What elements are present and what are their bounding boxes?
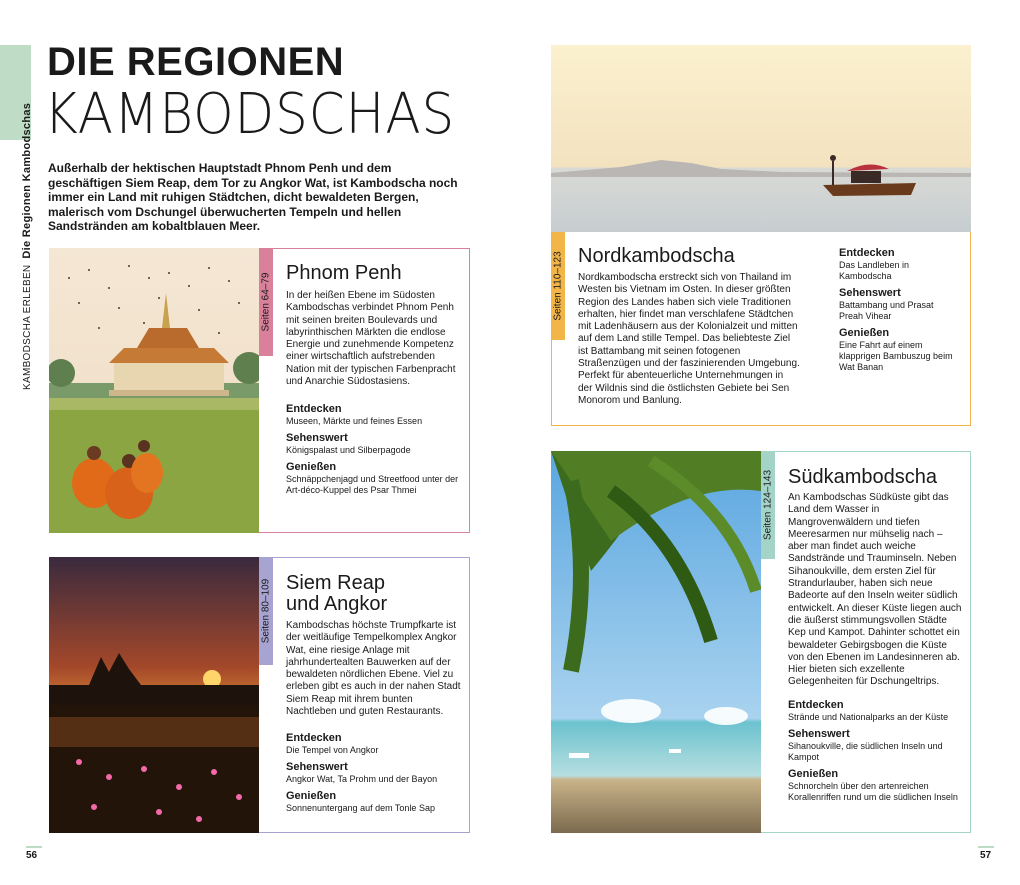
siem-reap-heading-line1: Siem Reap	[286, 572, 385, 594]
phnom-penh-page-band	[259, 248, 273, 356]
nordkambodscha-pages: Seiten 110–123	[552, 251, 564, 321]
siem-reap-fact3-label: Genießen	[286, 790, 337, 802]
page-title-line1: DIE REGIONEN	[47, 40, 345, 84]
page-number-rule-right	[978, 846, 994, 848]
region-card-siem-reap	[49, 557, 470, 833]
siem-reap-fact1-value: Die Tempel von Angkor	[286, 745, 379, 755]
page-number-rule-left	[26, 846, 42, 848]
suedkambodscha-fact1-label: Entdecken	[788, 699, 844, 711]
phnom-penh-facts	[286, 403, 466, 496]
siem-reap-fact3-value: Sonnenuntergang auf dem Tonle Sap	[286, 803, 435, 813]
nordkambodscha-fact3-value: Eine Fahrt auf einem klapprigen Bambuszug beim Wat Banan	[839, 340, 953, 372]
siem-reap-photo	[49, 557, 259, 833]
suedkambodscha-text: An Kambodschas Südküste gibt das Land dem Wasser in Mangrovenwäldern und tiefen Meeresarmen nur mühselig nach – aber man findet auch weiche Sandstrände und Trauminseln. Neben Sihanoukville, dem ersten Ziel für Strandurlauber, haben sich neue Badeorte auf den Inseln weiter südlich entwickelt. An dieser Küste liegen auch die äußerst stimmungsvollen Städte Kep und Kampot. Dahinter schottet ein bewaldeter Gebirgsbogen die Küste von den Ebenen im Landesinneren ab. Hier bieten sich exzellente Gelegenheiten für Dschungeltrips.	[788, 492, 962, 688]
phnom-penh-fact2-label: Sehenswert	[286, 432, 348, 444]
phnom-penh-fact1-label: Entdecken	[286, 403, 342, 415]
nordkambodscha-fact1-label: Entdecken	[839, 247, 895, 259]
siem-reap-heading-line2: und Angkor	[286, 593, 388, 615]
siem-reap-fact2-label: Sehenswert	[286, 761, 348, 773]
page-title-line2: KAMBODSCHAS	[44, 82, 456, 147]
suedkambodscha-page-band	[761, 451, 775, 559]
phnom-penh-heading: Phnom Penh	[286, 262, 402, 284]
running-head-chapter: Die Regionen Kambodschas	[21, 102, 33, 259]
phnom-penh-text: In der heißen Ebene im Südosten Kambodschas verbindet Phnom Penh mit seinen breiten Boulevards und labyrinthischen Märkten die endlose Energie und zunehmende Kompetenz einer wirtschaftlich aufstrebenden Nation mit der typischen Farbenpracht und Anarchie Südostasiens.	[286, 290, 456, 388]
suedkambodscha-fact3-label: Genießen	[788, 768, 839, 780]
nordkambodscha-text: Nordkambodscha erstreckt sich von Thailand im Westen bis Vietnam im Osten. In dieser größten Region des Landes haben sich viele Traditionen erhalten, hier findet man verschlafene Städtchen mit Ladenhäusern aus der Kolonialzeit und mitten auf dem Land stille Tempel. Das beliebteste Ziel ist Battambang mit seinen fotogenen Straßenzügen und der faszinierenden Umgebung. Perfekt für abenteuerliche Unternehmungen in der Wildnis sind die östlichsten Gebiete bei Sen Monorom und Banlung.	[578, 272, 800, 406]
suedkambodscha-photo	[551, 451, 761, 833]
suedkambodscha-fact1-value: Strände und Nationalparks an der Küste	[788, 712, 949, 722]
nordkambodscha-fact1-value: Das Landleben in Kambodscha	[839, 260, 910, 281]
running-head	[21, 103, 33, 390]
nordkambodscha-fact2-value: Battambang und Prasat Preah Vihear	[839, 300, 934, 321]
region-card-suedkambodscha	[551, 451, 971, 833]
nordkambodscha-heading: Nordkambodscha	[578, 245, 735, 267]
phnom-penh-photo	[49, 248, 259, 533]
siem-reap-facts	[286, 732, 466, 814]
siem-reap-page-band	[259, 557, 273, 665]
siem-reap-fact2-value: Angkor Wat, Ta Prohm und der Bayon	[286, 774, 438, 784]
nordkambodscha-fact3-label: Genießen	[839, 327, 890, 339]
region-card-nordkambodscha	[551, 45, 971, 426]
nordkambodscha-facts	[839, 247, 959, 373]
suedkambodscha-fact2-value: Sihanoukville, die südlichen Inseln und Kampot	[788, 741, 943, 762]
nordkambodscha-photo	[551, 45, 971, 232]
suedkambodscha-pages: Seiten 124–143	[762, 469, 774, 541]
nordkambodscha-page-band	[551, 232, 565, 340]
phnom-penh-fact3-label: Genießen	[286, 461, 337, 473]
phnom-penh-fact2-value: Königspalast und Silberpagode	[286, 445, 411, 455]
phnom-penh-fact1-value: Museen, Märkte und feines Essen	[286, 416, 423, 426]
phnom-penh-pages: Seiten 64–79	[260, 272, 272, 332]
nordkambodscha-fact2-label: Sehenswert	[839, 287, 901, 299]
running-head-section: KAMBODSCHA ERLEBEN	[22, 264, 33, 390]
suedkambodscha-fact2-label: Sehenswert	[788, 728, 850, 740]
suedkambodscha-heading: Südkambodscha	[788, 466, 937, 488]
siem-reap-fact1-label: Entdecken	[286, 732, 342, 744]
siem-reap-text: Kambodschas höchste Trumpfkarte ist der weitläufige Tempelkomplex Angkor Wat, eine riesige Anlage mit jahrhundertealten Bauwerken auf der bewaldeten nördlichen Ebene. Viel zu erleben gibt es auch in der nahen Stadt Siem Reap mit ihrem bunten Nachtleben und guten Restaurants.	[286, 620, 461, 718]
page-number-right: 57	[980, 850, 992, 861]
page-number-left: 56	[26, 850, 38, 861]
phnom-penh-fact3-value: Schnäppchenjagd und Streetfood unter der Art-déco-Kuppel des Psar Thmei	[286, 474, 459, 495]
siem-reap-pages: Seiten 80–109	[260, 578, 272, 644]
intro-paragraph: Außerhalb der hektischen Hauptstadt Phnom Penh und dem geschäftigen Siem Reap, dem Tor zu Angkor Wat, ist Kambodscha noch immer ein Land mit ruhigen Städtchen, dicht bewaldeten Bergen, malerisch vom Dschungel überwucherten Tempeln und hellen Sandstränden am kobaltblauen Meer.	[48, 161, 458, 234]
suedkambodscha-fact3-value: Schnorcheln über den artenreichen Korallenriffen rund um die südlichen Inseln	[788, 781, 958, 802]
region-card-phnom-penh	[49, 248, 470, 533]
suedkambodscha-facts	[788, 699, 964, 803]
